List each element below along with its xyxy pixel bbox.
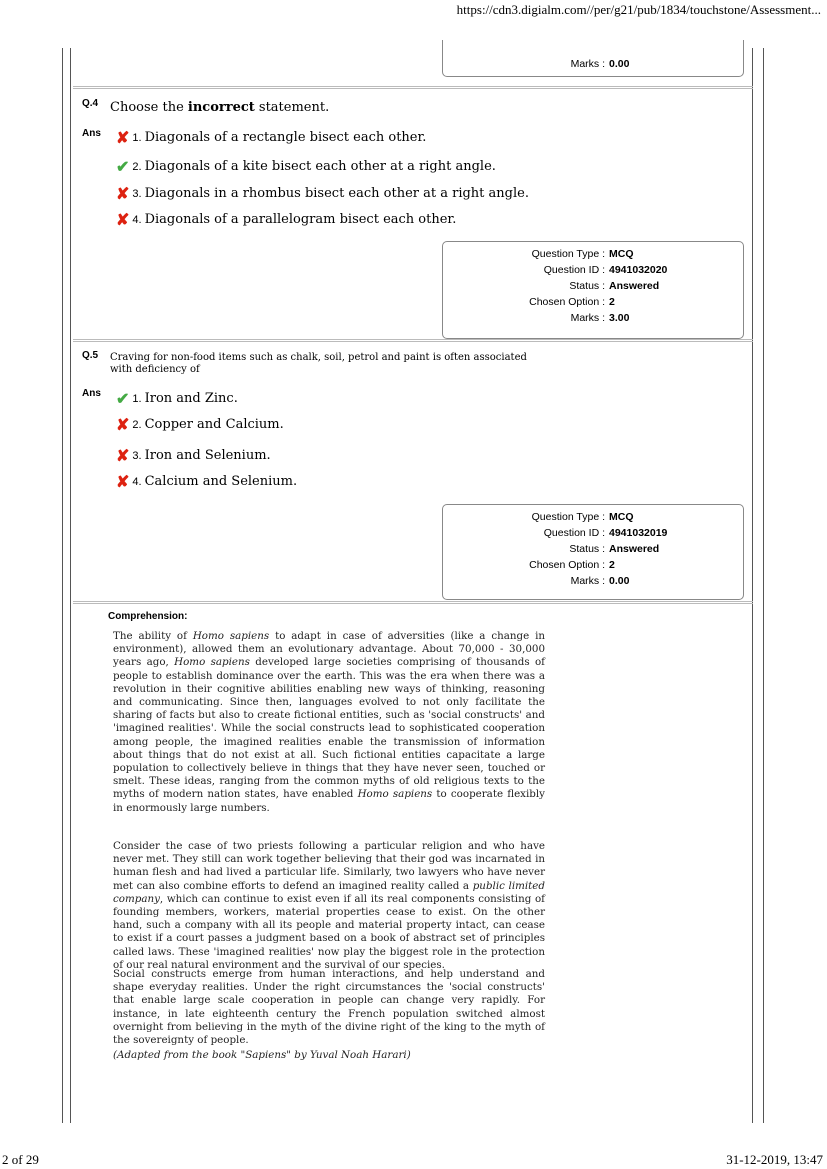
text-segment: developed large societies comprising of thousands of people to establish dominance over the earth. This was the era when there was a revolution in their cognitive abilities enabling new ways of thinking, reasoning and communicating. Since then, languages evolved to not only facilitate the sharing of facts but also to create fictional entities, such as 'social constructs' and 'imagined realities'. While the social constructs lead to sophisticated cooperation among people, the imagined realities enable the transmission of information about things that do not exist at all. Such fictional entities capacitate a large population to collectively believe in things that they have never seen, touched or smelt. These ideas, ranging from the common myths of old religious texts to the myths of modern nation states, have enabled <box>113 656 545 801</box>
answer-option <box>116 157 496 176</box>
option-number: 4. <box>132 475 142 488</box>
info-row <box>443 296 743 312</box>
page-number: 2 of 29 <box>2 1152 39 1167</box>
italic-term: Homo sapiens <box>192 630 270 642</box>
answer-option <box>116 389 238 408</box>
border-line <box>62 48 63 1123</box>
text-segment: to adapt in case of adversities (like a change in environment), allowed them an evolutionary advantage. About 70,000 - 30,000 years ago, <box>113 630 545 669</box>
page-url: https://cdn3.digialm.com//per/g21/pub/1834/touchstone/Assessment... <box>456 2 821 17</box>
info-key: Question ID : <box>543 264 605 276</box>
info-row <box>443 543 743 559</box>
check-icon: ✔ <box>116 157 130 176</box>
info-value: MCQ <box>609 511 634 523</box>
info-value: Answered <box>609 543 660 555</box>
print-datetime: 31-12-2019, 13:47 <box>726 1152 823 1167</box>
option-number: 2. <box>132 418 142 431</box>
text-segment: to cooperate flexibly in enormously large numbers. <box>113 788 545 814</box>
info-key: Question Type : <box>531 511 605 523</box>
option-text: Diagonals in a rhombus bisect each other at a right angle. <box>144 186 529 201</box>
option-text: Copper and Calcium. <box>144 417 284 432</box>
comprehension-label: Comprehension: <box>108 611 188 622</box>
answer-label: Ans <box>82 128 101 139</box>
info-value: Answered <box>609 280 660 292</box>
comprehension-paragraph-2 <box>113 840 545 972</box>
info-row <box>443 312 743 328</box>
question-number: Q.4 <box>82 98 99 109</box>
italic-term: Homo sapiens <box>174 656 250 669</box>
option-number: 2. <box>132 160 142 173</box>
info-row <box>443 264 743 280</box>
option-text: Diagonals of a rectangle bisect each other. <box>144 130 427 145</box>
option-text: Iron and Selenium. <box>144 448 271 463</box>
answer-label: Ans <box>82 388 101 399</box>
text-segment: The ability of <box>113 630 193 642</box>
option-number: 4. <box>132 213 142 226</box>
border-line <box>752 48 753 1123</box>
italic-term: public limited company <box>113 879 545 905</box>
info-key: Marks : <box>570 575 605 587</box>
cross-icon: ✘ <box>116 210 130 229</box>
option-text: Calcium and Selenium. <box>144 474 298 489</box>
option-text: Iron and Zinc. <box>144 391 238 406</box>
answer-option <box>116 128 426 147</box>
text-segment: , which can continue to exist even if all its real components consisting of founding members, workers, material properties cease to exist. On the other hand, such a company with all its people and material property intact, can cease to exist if a court passes a judgment based on a book of abstract set of principles called laws. These 'imagined realities' now play the biggest role in the protection of our real natural environment and the survival of our species. <box>113 892 545 971</box>
comprehension-source: (Adapted from the book "Sapiens" by Yuval Noah Harari) <box>113 1049 411 1061</box>
cross-icon: ✘ <box>116 415 130 434</box>
info-value: 2 <box>609 296 615 308</box>
italic-term: Homo sapiens <box>357 788 433 801</box>
answer-option <box>116 184 529 203</box>
info-key: Marks : <box>570 312 605 324</box>
info-key: Chosen Option : <box>529 296 605 308</box>
info-row <box>443 511 743 527</box>
prev-info-box: Marks : 0.00 <box>442 40 744 77</box>
info-value: 4941032019 <box>609 527 668 539</box>
option-text: Diagonals of a parallelogram bisect each other. <box>144 212 457 227</box>
info-key: Question Type : <box>531 248 605 260</box>
comprehension-paragraph-3: Social constructs emerge from human interactions, and help understand and shape everyday realities. Under the right circumstances the 'social constructs' that enable large scale cooperation in people can change very rapidly. For instance, in late eighteenth century the French population switched almost overnight from believing in the myth of the divine right of the king to the myth of the sovereignty of people. <box>113 968 545 1047</box>
question-info-box <box>442 241 744 339</box>
info-row <box>443 248 743 264</box>
option-number: 3. <box>132 187 142 200</box>
question-info-box <box>442 504 744 600</box>
option-text: Diagonals of a kite bisect each other at a right angle. <box>144 159 496 174</box>
border-line <box>70 48 71 1123</box>
text-segment: Consider the case of two priests following a particular religion and who have never met. They still can work together believing that their god was incarnated in human flesh and had lived a particular life. Similarly, two lawyers who have never met can also combine efforts to defend an imagined reality called a <box>113 840 545 892</box>
cross-icon: ✘ <box>116 184 130 203</box>
info-value: 3.00 <box>609 312 630 324</box>
info-row <box>443 527 743 543</box>
question-number: Q.5 <box>82 350 99 361</box>
divider <box>73 339 753 342</box>
cross-icon: ✘ <box>116 472 130 491</box>
info-value: 2 <box>609 559 615 571</box>
info-key: Status : <box>569 543 605 555</box>
divider <box>73 86 753 89</box>
option-number: 1. <box>132 392 142 405</box>
info-row <box>443 575 743 591</box>
answer-option <box>116 415 284 434</box>
info-row <box>443 559 743 575</box>
answer-option <box>116 472 297 491</box>
question-text: Craving for non-food items such as chalk, soil, petrol and paint is often associated with deficiency of <box>110 352 527 375</box>
info-key: Chosen Option : <box>529 559 605 571</box>
option-number: 3. <box>132 449 142 462</box>
comprehension-paragraph-1 <box>113 630 545 815</box>
info-value: 4941032020 <box>609 264 668 276</box>
info-value: 0.00 <box>609 575 630 587</box>
question-text: Choose the incorrect statement. <box>110 100 330 115</box>
info-key: Status : <box>569 280 605 292</box>
answer-option <box>116 210 456 229</box>
cross-icon: ✘ <box>116 446 130 465</box>
cross-icon: ✘ <box>116 128 130 147</box>
answer-option <box>116 446 271 465</box>
option-number: 1. <box>132 131 142 144</box>
info-row <box>443 280 743 296</box>
info-value: MCQ <box>609 248 634 260</box>
divider <box>73 601 753 604</box>
info-key: Question ID : <box>543 527 605 539</box>
check-icon: ✔ <box>116 389 130 408</box>
border-line <box>763 48 764 1123</box>
